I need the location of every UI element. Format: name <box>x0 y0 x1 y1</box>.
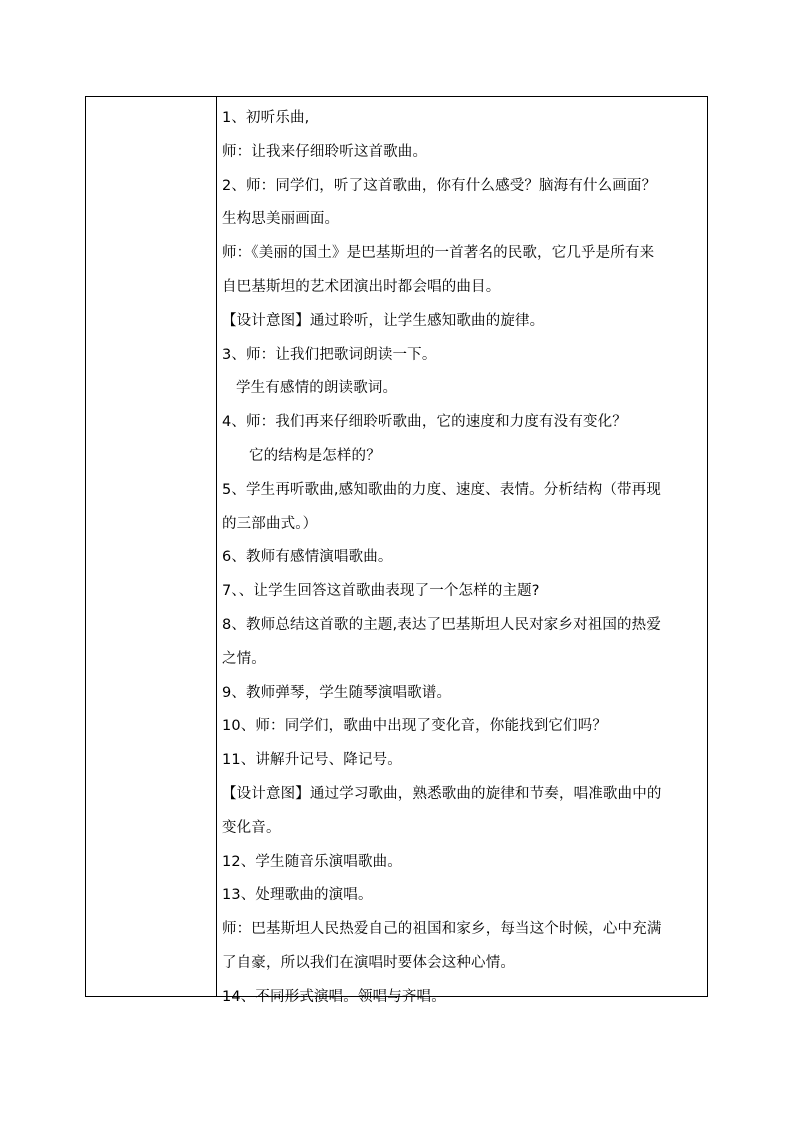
text-line: 8、教师总结这首歌的主题,表达了巴基斯坦人民对家乡对祖国的热爱 <box>222 616 661 633</box>
text-line: 4、师：我们再来仔细聆听歌曲，它的速度和力度有没有变化？ <box>222 414 627 431</box>
text-line: 10、师：同学们，歌曲中出现了变化音，你能找到它们吗？ <box>222 718 607 735</box>
text-line: 6、教师有感情演唱歌曲。 <box>222 549 393 566</box>
text-line: 之情。 <box>222 650 266 667</box>
text-line: 师：巴基斯坦人民热爱自己的祖国和家乡，每当这个时候，心中充满 <box>222 921 662 938</box>
text-line: 的三部曲式。） <box>222 515 318 532</box>
text-line: 12、学生随音乐演唱歌曲。 <box>222 853 402 870</box>
text-line: 自巴基斯坦的艺术团演出时都会唱的曲目。 <box>222 278 501 295</box>
text-line: 它的结构是怎样的？ <box>249 447 381 464</box>
text-line: 5、学生再听歌曲,感知歌曲的力度、速度、表情。分析结构（带再现 <box>222 481 661 498</box>
text-line: 7、、让学生回答这首歌曲表现了一个怎样的主题? <box>222 583 540 600</box>
text-line: 14、不同形式演唱。领唱与齐唱。 <box>222 988 446 1005</box>
text-line: 师：《美丽的国土》是巴基斯坦的一首著名的民歌，它几乎是所有来 <box>222 245 655 262</box>
text-line: 3、师：让我们把歌词朗读一下。 <box>222 346 437 363</box>
text-line: 【设计意图】通过聆听，让学生感知歌曲的旋律。 <box>222 312 545 329</box>
text-line: 11、讲解升记号、降记号。 <box>222 752 402 769</box>
text-line: 变化音。 <box>222 819 281 836</box>
text-line: 13、处理歌曲的演唱。 <box>222 887 373 904</box>
table-left-cell <box>86 97 217 996</box>
text-line: 生构思美丽画面。 <box>222 211 340 228</box>
text-line: 1、初听乐曲, <box>222 110 310 126</box>
text-line: 9、教师弹琴，学生随琴演唱歌谱。 <box>222 684 452 701</box>
text-line: 了自豪，所以我们在演唱时要体会这种心情。 <box>222 954 515 971</box>
table-right-cell <box>217 97 707 1005</box>
text-line: 2、师：同学们，听了这首歌曲，你有什么感受？脑海有什么画面？ <box>222 177 657 194</box>
lesson-table <box>85 96 708 1005</box>
text-line: 师：让我来仔细聆听这首歌曲。 <box>222 143 428 160</box>
text-line: 学生有感情的朗读歌词。 <box>236 380 398 397</box>
text-line: 【设计意图】通过学习歌曲，熟悉歌曲的旋律和节奏，唱准歌曲中的 <box>222 785 662 802</box>
